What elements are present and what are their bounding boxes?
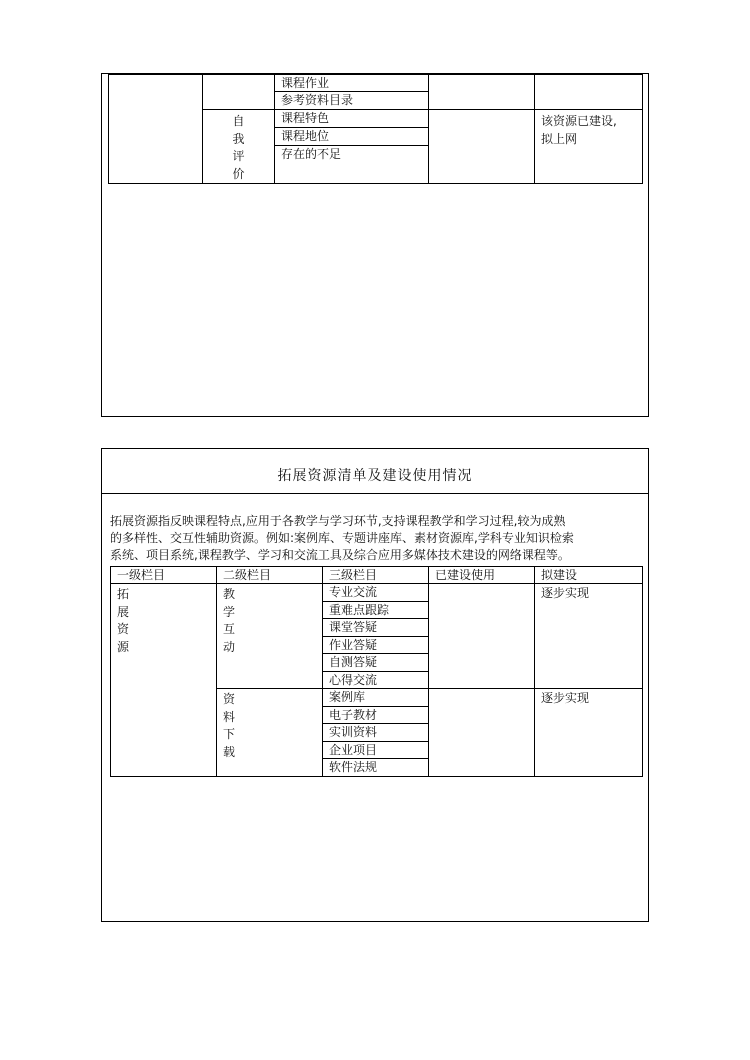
level2-cell — [203, 75, 275, 110]
level3-item: 自测答疑 — [323, 654, 429, 672]
level2-download-cell: 资 料 下 载 — [217, 689, 323, 777]
level3-item: 重难点跟踪 — [323, 601, 429, 619]
level3-item: 专业交流 — [323, 584, 429, 602]
description-line: 的多样性、交互性辅助资源。例如:案例库、专题讲座库、素材资源库,学科专业知识检索 — [110, 531, 574, 545]
planned-cell: 逐步实现 — [535, 689, 643, 777]
level3-cell: 课程地位 — [275, 127, 429, 145]
level3-item: 课堂答疑 — [323, 619, 429, 637]
section-description — [110, 513, 640, 564]
header-planned: 拟建设 — [535, 567, 643, 584]
self-eval-cell: 自 我 评 价 — [203, 110, 275, 184]
extended-table — [110, 566, 643, 777]
level1-cell — [109, 75, 203, 184]
description-line: 系统、项目系统,课程教学、学习和交流工具及综合应用多媒体技术建设的网络课程等。 — [110, 548, 570, 562]
built-cell — [429, 689, 535, 777]
header-level2: 二级栏目 — [217, 567, 323, 584]
level3-item: 案例库 — [323, 689, 429, 707]
description-line: 拓展资源指反映课程特点,应用于各教学与学习环节,支持课程教学和学习过程,较为成熟 — [110, 514, 566, 528]
section-title: 拓展资源清单及建设使用情况 — [277, 468, 473, 484]
planned-cell — [535, 75, 643, 110]
level3-item: 心得交流 — [323, 671, 429, 689]
level3-item: 实训资料 — [323, 724, 429, 742]
level1-extended-cell: 拓 展 资 源 — [111, 584, 217, 777]
header-level1: 一级栏目 — [111, 567, 217, 584]
header-level3: 三级栏目 — [323, 567, 429, 584]
upper-box — [101, 73, 649, 417]
level3-cell: 课程特色 — [275, 110, 429, 128]
level3-cell: 参考资料目录 — [275, 92, 429, 110]
header-built: 已建设使用 — [429, 567, 535, 584]
level3-item: 软件法规 — [323, 759, 429, 777]
built-cell — [429, 584, 535, 689]
level3-cell: 课程作业 — [275, 75, 429, 92]
built-cell — [429, 110, 535, 184]
level3-item: 作业答疑 — [323, 636, 429, 654]
extended-resources-box — [101, 448, 649, 922]
planned-note-cell: 该资源已建设, 拟上网 — [535, 110, 643, 184]
top-table — [108, 74, 643, 184]
planned-cell: 逐步实现 — [535, 584, 643, 689]
level3-item: 企业项目 — [323, 741, 429, 759]
level3-cell: 存在的不足 — [275, 145, 429, 183]
level2-interaction-cell: 教 学 互 动 — [217, 584, 323, 689]
title-divider — [102, 493, 648, 494]
level3-item: 电子教材 — [323, 706, 429, 724]
built-cell — [429, 75, 535, 110]
